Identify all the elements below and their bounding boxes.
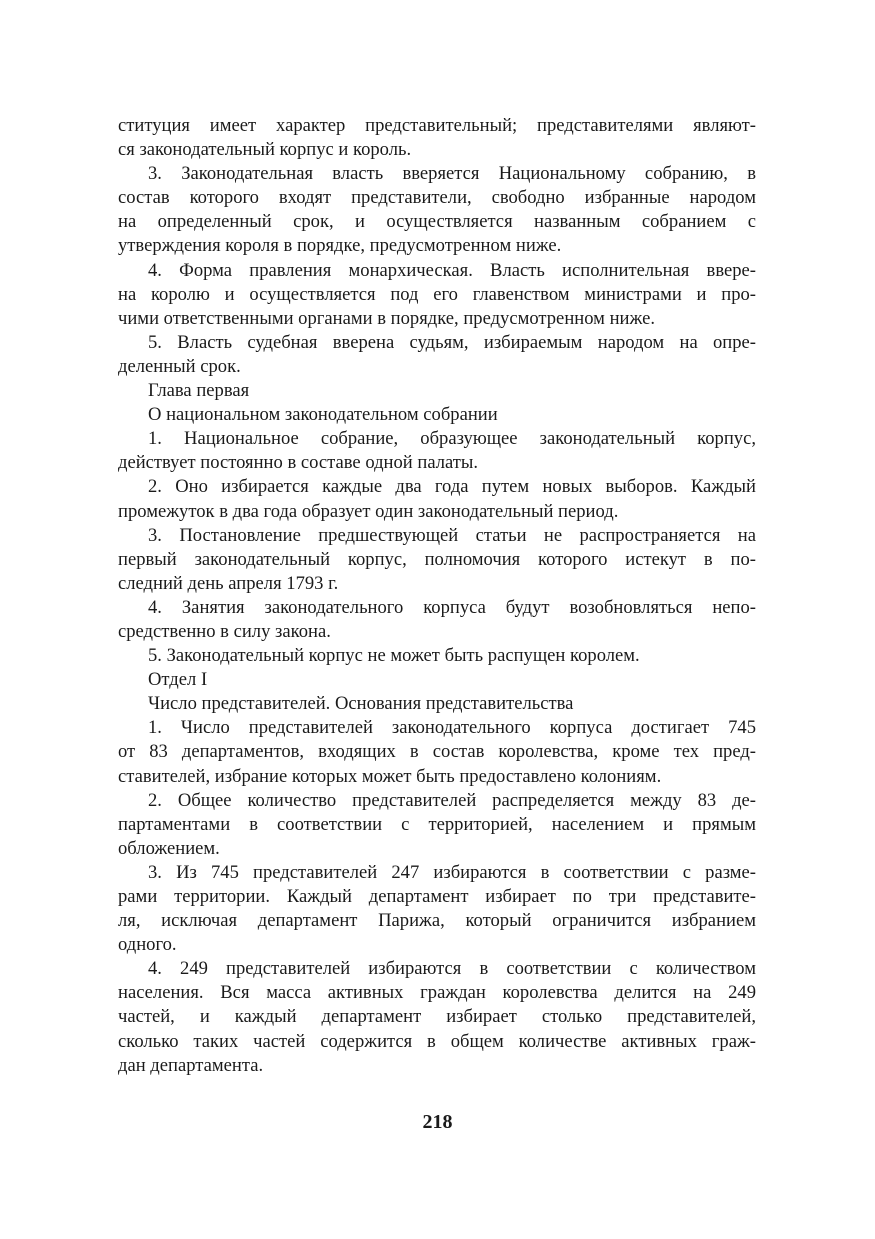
text-line: деленный срок. [118, 355, 241, 377]
text-line: на определенный срок, и осуществляется названным собранием с [118, 211, 756, 233]
text-line: 4. 249 представителей избираются в соответствии с количеством [148, 958, 756, 980]
text-line: обложением. [118, 837, 220, 859]
text-line: 2. Оно избирается каждые два года путем новых выборов. Каждый [148, 476, 756, 498]
text-line: 5. Законодательный корпус не может быть распущен королем. [148, 645, 640, 667]
document-page [118, 114, 756, 1078]
text-line: 4. Занятия законодательного корпуса будут возобновляться непо- [148, 596, 756, 618]
text-line: первый законодательный корпус, полномочия которого истекут в по- [118, 548, 756, 570]
section-heading: Отдел I [148, 669, 208, 691]
text-line: 3. Постановление предшествующей статьи не распространяется на [148, 524, 756, 546]
text-line: средственно в силу закона. [118, 620, 331, 642]
text-line: утверждения короля в порядке, предусмотренном ниже. [118, 235, 562, 257]
text-line: 2. Общее количество представителей распределяется между 83 де- [148, 789, 756, 811]
page-number: 218 [422, 1111, 453, 1133]
text-line: на королю и осуществляется под его главенством министрами и про- [118, 283, 756, 305]
text-line: от 83 департаментов, входящих в состав королевства, кроме тех пред- [118, 741, 756, 763]
text-line: сколько таких частей содержится в общем количестве активных граж- [118, 1030, 756, 1052]
section-title: Число представителей. Основания представительства [148, 693, 574, 715]
text-line: ставителей, избрание которых может быть предоставлено колониям. [118, 765, 662, 787]
text-line: партаментами в соответствии с территорией, населением и прямым [118, 813, 756, 835]
text-line: 1. Число представителей законодательного корпуса достигает 745 [148, 717, 756, 739]
text-line: действует постоянно в составе одной палаты. [118, 452, 479, 474]
text-line: рами территории. Каждый департамент избирает по три представите- [118, 886, 756, 907]
text-line: населения. Вся масса активных граждан королевства делится на 249 [118, 982, 756, 1004]
text-line: следний день апреля 1793 г. [118, 572, 339, 594]
text-line: ля, исключая департамент Парижа, который ограничится избранием [118, 910, 756, 932]
text-line: дан департамента. [118, 1054, 264, 1076]
text-line: ституция имеет характер представительный; представителями являют- [118, 115, 756, 136]
text-line: 3. Из 745 представителей 247 избираются в соответствии с разме- [148, 861, 756, 883]
text-line: частей, и каждый департамент избирает столько представителей, [118, 1006, 756, 1028]
text-line: чими ответственными органами в порядке, предусмотренном ниже. [118, 307, 655, 329]
text-line: одного. [118, 934, 177, 956]
chapter-title: О национальном законодательном собрании [148, 404, 498, 426]
chapter-heading: Глава первая [148, 380, 250, 402]
text-line: 3. Законодательная власть вверяется Национальному собранию, в [148, 163, 756, 185]
text-line: 4. Форма правления монархическая. Власть исполнительная ввере- [148, 259, 756, 281]
text-line: состав которого входят представители, свободно избранные народом [118, 187, 756, 209]
text-line: 5. Власть судебная вверена судьям, избираемым народом на опре- [148, 331, 756, 353]
text-line: промежуток в два года образует один законодательный период. [118, 500, 619, 522]
text-line: 1. Национальное собрание, образующее законодательный корпус, [148, 428, 756, 450]
text-line: ся законодательный корпус и король. [118, 139, 412, 161]
